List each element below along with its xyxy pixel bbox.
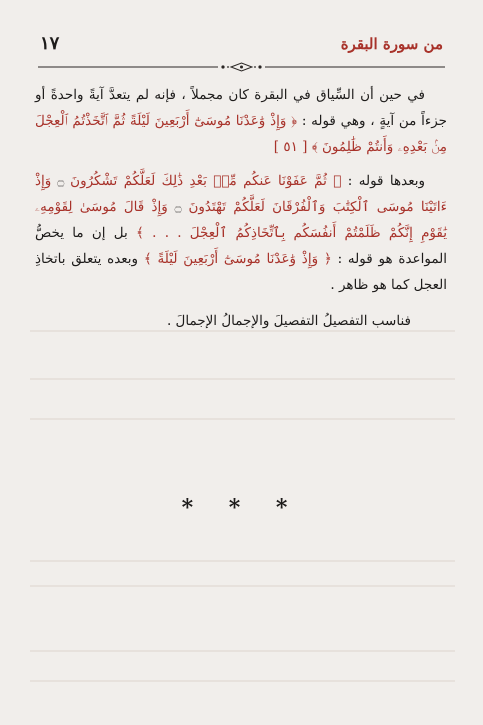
quran-quote: ﴿ ثُمَّ عَفَوْنَا عَنكُم مِّنۢ بَعْدِ ذَٰلِكَ لَعَلَّكُمْ تَشْكُرُونَ	[70, 173, 342, 189]
verse-end-mark: ۝	[51, 174, 71, 188]
verse-end-mark: ۝	[167, 200, 189, 214]
bleed-through-line	[30, 378, 455, 380]
paragraph-1	[35, 82, 447, 160]
bleed-through-line	[30, 330, 455, 332]
paragraph-2-lead: وبعدها قوله :	[341, 173, 425, 189]
bleed-through-line	[30, 585, 455, 587]
quran-quote: وَإِذْ ءَاتَيْنَا مُوسَى ٱلْكِتَٰبَ وَٱلْفُرْقَانَ لَعَلَّكُمْ تَهْتَدُونَ	[35, 173, 447, 215]
bleed-through-line	[30, 418, 455, 420]
quran-quote: وَإِذْ قَالَ مُوسَىٰ لِقَوْمِهِۦ يَٰقَوْمِ إِنَّكُمْ ظَلَمْتُمْ أَنفُسَكُم بِٱتِّخَاذِكُمُ ٱلْعِجْلَ . . . ﴾	[35, 199, 447, 241]
quran-quote: ﴿ وَإِذْ وَٰعَدْنَا مُوسَىٰٓ أَرْبَعِينَ لَيْلَةً ثُمَّ ٱتَّخَذْتُمُ ٱلْعِجْلَ مِنۢ بَعْدِهِۦ وَأَنتُمْ ظَٰلِمُونَ ﴾	[35, 113, 447, 155]
paragraph-1-text: في حين أن السِّياق في البقرة كان مجملاً ، فإنه لم يتعدَّ آيةً واحدةً أو جزءاً من آيةٍ ، وهي قوله :	[35, 87, 447, 129]
bleed-through-line	[30, 650, 455, 652]
paragraph-2	[35, 168, 447, 298]
running-header-title: من سورة البقرة	[340, 35, 443, 53]
section-separator-stars: * * *	[181, 495, 302, 521]
bleed-through-line	[30, 680, 455, 682]
paragraph-3: فناسب التفصيلُ التفصيلَ والإجمالُ الإجمالَ .	[166, 313, 411, 329]
header-ornament-rule	[38, 62, 445, 72]
paragraph-2-tail: وبعده يتعلق باتخاذِ العجل كما هو ظاهر .	[35, 251, 447, 293]
bleed-through-line	[30, 560, 455, 562]
page-number: ١٧	[40, 33, 60, 54]
main-text-block	[35, 82, 447, 334]
quran-quote: ﴿ وَإِذْ وَٰعَدْنَا مُوسَىٰٓ أَرْبَعِينَ لَيْلَةً ﴾	[143, 251, 332, 267]
paragraph-2-mid: بل إن ما يخصُّ المواعدة هو قوله :	[35, 225, 447, 267]
verse-reference: [ ٥١ ]	[273, 139, 312, 155]
